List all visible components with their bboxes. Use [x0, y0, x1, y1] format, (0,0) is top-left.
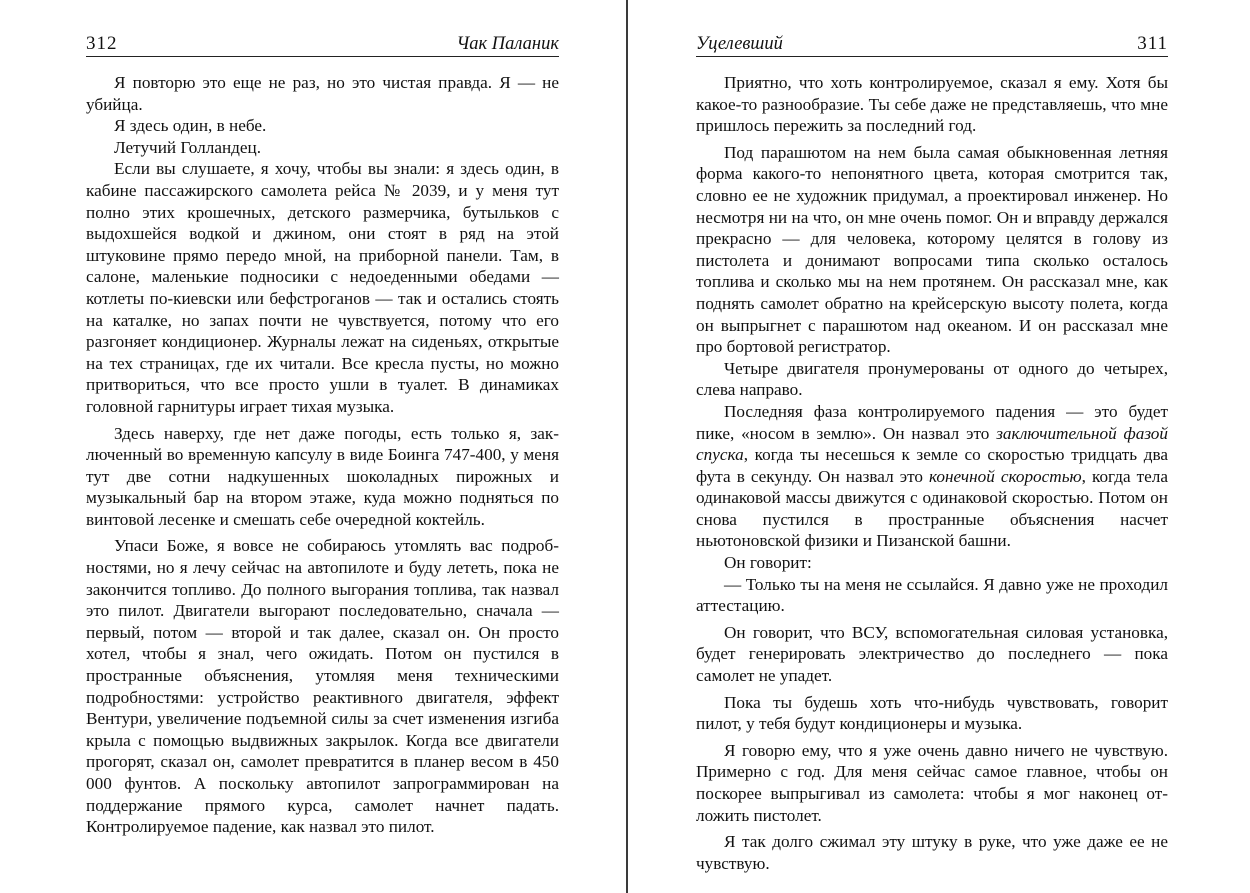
paragraph: Я так долго сжимал эту штуку в руке, что уже даже ее не чувствую.: [696, 832, 1168, 873]
italic-term: конечной скоростью: [929, 466, 1082, 486]
paragraph: [696, 401, 1168, 552]
page-number: 312: [86, 33, 118, 54]
left-page-header: [86, 32, 559, 57]
paragraph: — Только ты на меня не ссылайся. Я давно уже не проходил аттестацию.: [696, 574, 1168, 616]
paragraph: Если вы слушаете, я хочу, чтобы вы знали: я здесь один, в кабине пассажирского самолета рейса № 2039, и у меня тут полно этих крошечных, детского размерчика, бутыльков с выдохшейся водкой и джином, они стоят в ряд на этой штуковине прямо передо мной, на приборной панели. Там, в салоне, маленькие подносики с недоеденными обедами — котлеты по-киевски или бефстроганов — так и остались стоять на каталке, но запах почти не чувствуется, потому что его разгоняет кондиционер. Журналы лежат на сиденьях, открытые на тех страницах, где их читали. Все кресла пусты, но можно притвориться, что все просто ушли в туалет. В динамиках головной гарнитуры играет тихая музыка.: [86, 159, 559, 416]
paragraph: Пока ты будешь хоть что-нибудь чувствовать, говорит пилот, у тебя будут кондиционеры и музыка.: [696, 692, 1168, 734]
paragraph: Под парашютом на нем была самая обыкновенная летняя форма какого-то непонятного цвета, которая смотрится так, словно ее не художник придумал, а проектировал инженер. Но несмотря ни на что, он мне очень помог. Он и вправду держался прекрасно — для человека, которому целятся в голову из пистолета и донимают вопросами типа сколько осталось топлива и сколько мы на нем протянем. Он рассказал мне, как поднять самолет обратно на крейсерскую высоту полета, когда он выпрыгнет с парашютом над океаном. И он рассказал мне про бортовой регистратор.: [696, 142, 1168, 357]
text-run: Последняя фаза контролируемого падения — это будет пике, «носом в землю». Он назвал это: [696, 401, 1168, 443]
paragraph: Упаси Боже, я вовсе не собираюсь утомлять вас подробностями, но я лечу сейчас на автопилоте и буду лететь, пока не закончится топливо. До полного выгорания топлива, так назвал это пилот. Двигатели выгорают последовательно, сначала — первый, потом — второй и так далее, сказал он. Он просто хотел, чтобы я знал, чего ожидать. Потом он пустился в пространные объяснения, утомляя меня техническими подробностями: устройство реактивного двигателя, эффект Вентури, увеличение подъемной силы за счет изменения изгиба крыла с помощью выдвижных закрылок. Когда все двигатели прогорят, сказал он, самолет превратится в планер весом в 450 000 фунтов. А поскольку автопилот запрограммирован на поддержание прямого курса, самолет начнет падать. Контролируемое падение, как назвал это пилот.: [86, 536, 559, 837]
left-page-body: [86, 72, 559, 838]
text-run: , когда тела одинаковой массы движутся с одинаковой скоростью. Потом он снова пустился в пространные объяснения насчет ньютоновской физики и Пизанской башни.: [696, 466, 1168, 551]
left-page: [86, 0, 559, 893]
page-number: 311: [1137, 33, 1168, 54]
paragraph: Я говорю ему, что я уже очень давно ничего не чувствую. Примерно с год. Для меня сейчас самое главное, чтобы он поскорее выпрыгивал из самолета: чтобы я мог наконец отложить пистолет.: [696, 740, 1168, 825]
right-page: [696, 0, 1168, 893]
paragraph: Приятно, что хоть контролируемое, сказал я ему. Хотя бы какое-то разнообразие. Ты себе даже не представляешь, что мне пришлось пережить за последний год.: [696, 73, 1168, 136]
paragraph: Я здесь один, в небе.: [114, 116, 267, 136]
paragraph: Четыре двигателя пронумерованы от одного до четырех, слева направо.: [696, 358, 1168, 400]
running-head-author: Чак Паланик: [456, 34, 559, 54]
page-gutter-divider: [626, 0, 628, 893]
italic-term: заключительной фазой спуска: [696, 423, 1168, 465]
running-head-title: Уцелевший: [696, 34, 783, 54]
right-page-header: [696, 32, 1168, 57]
paragraph: Здесь наверху, где нет даже погоды, есть только я, заключенный во временную капсулу в виде Боинга 747-400, у меня тут две сотни надкушенных шоколадных пирожных и музыкальный бар на втором этаже, куда можно подняться по винтовой лесенке и смешать себе очередной коктейль.: [86, 423, 559, 529]
text-run: , когда ты несешься к земле со скоростью тридцать два фута в секунду. Он назвал это: [696, 445, 1168, 486]
paragraph: Летучий Голландец.: [114, 137, 262, 157]
right-page-body: [696, 72, 1168, 874]
paragraph: Я повторю это еще не раз, но это чистая правда. Я — не убийца.: [86, 73, 559, 114]
paragraph: Он говорит:: [724, 553, 812, 573]
paragraph: Он говорит, что ВСУ, вспомогательная силовая установка, будет генерировать электричество до последнего — пока самолет не упадет.: [696, 622, 1168, 686]
